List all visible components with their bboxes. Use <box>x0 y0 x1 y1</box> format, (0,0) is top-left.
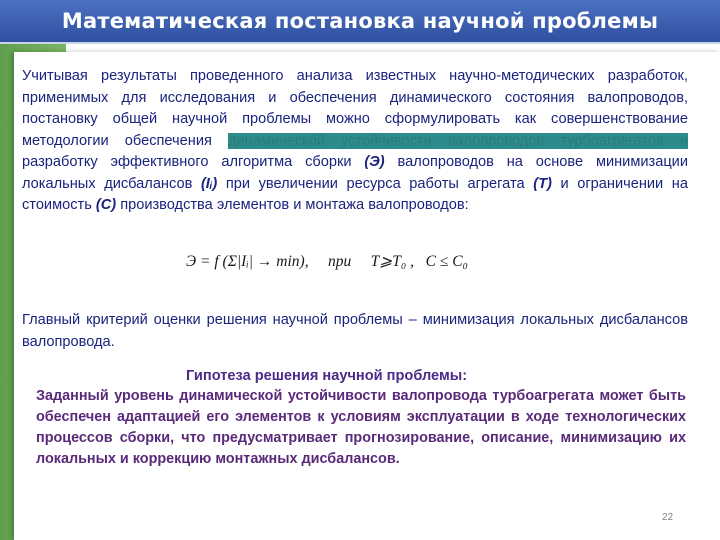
formula-body: (Σ|Iᵢ| → min), <box>222 253 309 270</box>
imbalance-symbol: (Iᵢ) <box>200 175 218 192</box>
hypothesis-text: Заданный уровень динамической устойчивости валопровода турбоагрегата может быть обеспечен адаптацией его элементов к условиям эксплуатации в ходе технологических процессов сборки, что предусматривает прогнозирование, описание, минимизацию их локальных и коррекцию монтажных дисбалансов. <box>36 388 686 467</box>
title-bar <box>0 0 720 44</box>
paragraph-text: и ограничении на стоимость <box>22 175 688 213</box>
main-criterion-paragraph: Главный критерий оценки решения научной проблемы – минимизация локальных дисбалансов валопровода. <box>22 312 688 350</box>
formula-condition-c: C ≤ C₀ <box>425 253 468 270</box>
slide-title: Математическая постановка научной проблемы <box>61 9 659 33</box>
paragraph-text: валопроводов на основе минимизации локальных дисбалансов <box>22 154 688 192</box>
highlighted-text: динамической устойчивости валопроводов турбоагрегатов и <box>227 132 688 149</box>
problem-statement-paragraph <box>22 66 688 217</box>
formula <box>186 252 468 271</box>
paragraph-text: разработку эффективного алгоритма сборки <box>22 154 365 170</box>
page-number: 22 <box>662 512 674 523</box>
formula-condition-word: при <box>327 253 352 270</box>
paragraph-text: производства элементов и монтажа валопроводов: <box>116 197 469 213</box>
formula-condition-t: T⩾T₀ , <box>370 253 414 270</box>
algorithm-symbol: (Э) <box>364 154 385 170</box>
paragraph-text: при увеличении ресурса работы агрегата <box>217 175 534 192</box>
formula-lhs: Э = f <box>186 253 219 270</box>
resource-symbol: (T) <box>533 175 552 192</box>
paragraph-text: Учитывая результаты проведенного анализа известных научно-методических разработок, применимых для исследования и обеспечения динамического состояния валопроводов, постановку общей научной проблемы можно сформулировать как совершенствование методологии обеспечения <box>22 68 688 149</box>
hypothesis-title: Гипотеза решения научной проблемы: <box>186 368 468 384</box>
cost-symbol: (C) <box>95 197 117 213</box>
